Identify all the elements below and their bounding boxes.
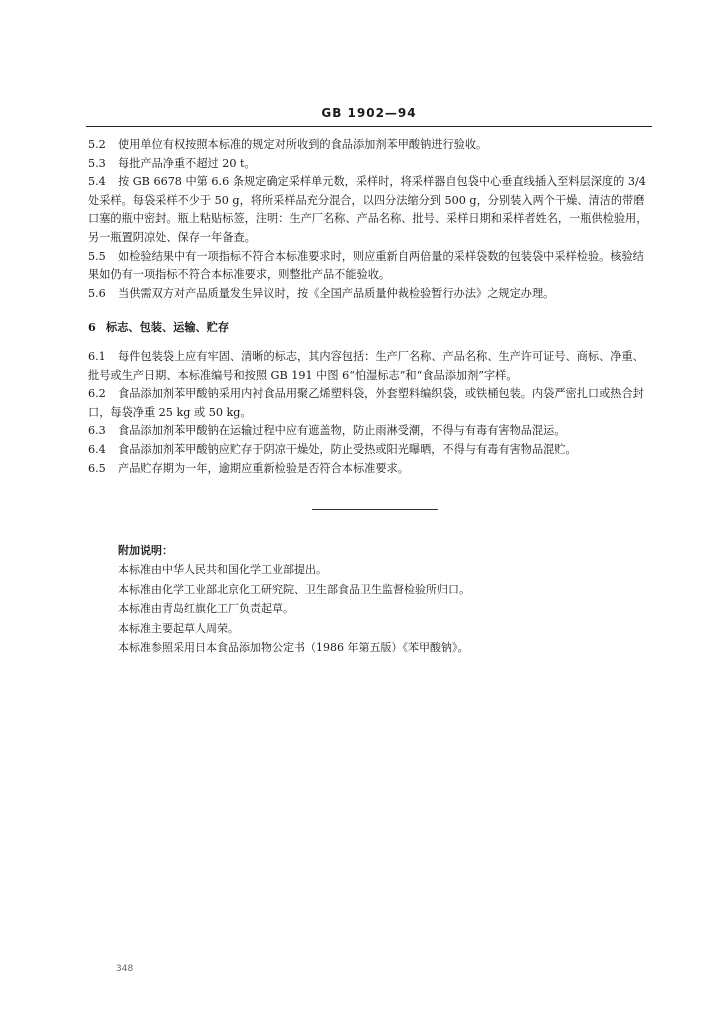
- note-line: 本标准参照采用日本食品添加物公定书（1986 年第五版）《苯甲酸钠》。: [118, 641, 469, 655]
- section-6-heading: 6 标志、包装、运输、贮存: [88, 320, 230, 334]
- standard-code: GB 1902—94: [321, 106, 417, 120]
- additional-notes: [118, 541, 638, 657]
- clause-5-5: 5.5 如检验结果中有一项指标不符合本标准要求时，则应重新自两倍量的采样袋数的包装袋中采样检验。核验结果如仍有一项指标不符合本标准要求，则整批产品不能验收。: [88, 249, 644, 282]
- clause-5-6: 5.6 当供需双方对产品质量发生异议时，按《全国产品质量仲裁检验暂行办法》之规定办理。: [88, 286, 555, 300]
- page-header: [86, 104, 652, 127]
- clause-6-3: 6.3 食品添加剂苯甲酸钠在运输过程中应有遮盖物，防止雨淋受潮，不得与有毒有害物品混运。: [88, 424, 566, 438]
- clause-5-3: 5.3 每批产品净重不超过 20 t。: [88, 156, 256, 170]
- note-line: 本标准由青岛红旗化工厂负责起草。: [118, 602, 294, 616]
- section-5-body: [88, 136, 654, 303]
- clause-6-2: 6.2 食品添加剂苯甲酸钠采用内衬食品用聚乙烯塑料袋，外套塑料编织袋，或铁桶包装。内袋严密扎口或热合封口，每袋净重 25 kg 或 50 kg。: [88, 387, 644, 419]
- section-6-body: [88, 348, 654, 478]
- note-line: 本标准由化学工业部北京化工研究院、卫生部食品卫生监督检验所归口。: [118, 582, 470, 596]
- note-line: 本标准由中华人民共和国化学工业部提出。: [118, 563, 327, 577]
- end-divider: [312, 509, 438, 510]
- clause-6-1: 6.1 每件包装袋上应有牢固、清晰的标志，其内容包括：生产厂名称、产品名称、生产许可证号、商标、净重、批号或生产日期、本标准编号和按照 GB 191 中图 6“怕湿标志”和“食品添加剂”字样。: [88, 350, 644, 382]
- page-number: 348: [116, 964, 134, 974]
- note-line: 本标准主要起草人周荣。: [118, 621, 239, 635]
- notes-heading: 附加说明：: [118, 544, 173, 557]
- clause-6-4: 6.4 食品添加剂苯甲酸钠应贮存于阴凉干燥处，防止受热或阳光曝晒，不得与有毒有害物品混贮。: [88, 442, 577, 456]
- clause-5-2: 5.2 使用单位有权按照本标准的规定对所收到的食品添加剂苯甲酸钠进行验收。: [88, 138, 488, 151]
- clause-6-5: 6.5 产品贮存期为一年，逾期应重新检验是否符合本标准要求。: [88, 461, 409, 475]
- clause-5-4: 5.4 按 GB 6678 中第 6.6 条规定确定采样单元数，采样时，将采样器自包袋中心垂直线插入至料层深度的 3/4 处采样。每袋采样不少于 50 g，将所采样品充分混合，以四分法缩分到 500 g，分别装入两个干燥、清洁的带磨口塞的瓶中密封。瓶上粘贴标签，注明：生产厂名称、产品名称、批号、采样日期和采样者姓名，一瓶供检验用，另一瓶置阴凉处、保存一年备查。: [88, 175, 648, 244]
